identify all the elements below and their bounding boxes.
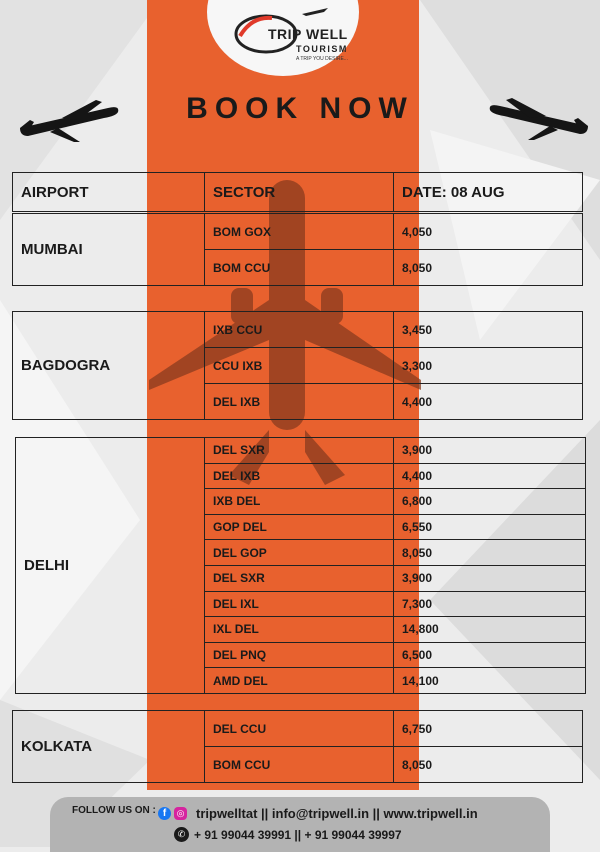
- price-cell: 3,450: [394, 312, 583, 348]
- contact-handles[interactable]: tripwelltat || info@tripwell.in || www.tripwell.in: [196, 806, 478, 821]
- section-mumbai: [12, 213, 583, 286]
- price-cell: 6,500: [394, 642, 586, 668]
- section-bagdogra: [12, 311, 583, 420]
- header-row: [12, 172, 583, 212]
- price-cell: 6,750: [394, 711, 583, 747]
- sector-cell: DEL IXL: [205, 591, 394, 617]
- header-airport: AIRPORT: [13, 173, 205, 212]
- sector-cell: BOM GOX: [205, 214, 394, 250]
- sector-cell: IXB CCU: [205, 312, 394, 348]
- sector-cell: DEL CCU: [205, 711, 394, 747]
- sector-cell: DEL IXB: [205, 384, 394, 420]
- airport-cell: DELHI: [16, 438, 205, 694]
- header-sector: SECTOR: [205, 173, 394, 212]
- sector-cell: AMD DEL: [205, 668, 394, 694]
- price-cell: 4,050: [394, 214, 583, 250]
- phone-numbers[interactable]: + 91 99044 39991 || + 91 99044 39997: [194, 828, 402, 842]
- price-cell: 14,800: [394, 617, 586, 643]
- price-cell: 3,300: [394, 348, 583, 384]
- price-cell: 6,550: [394, 514, 586, 540]
- table-row: [13, 711, 583, 747]
- sector-cell: DEL IXB: [205, 463, 394, 489]
- price-cell: 3,900: [394, 438, 586, 464]
- price-cell: 4,400: [394, 463, 586, 489]
- sector-cell: BOM CCU: [205, 250, 394, 286]
- logo-tagline: A TRIP YOU DESIRE...: [296, 56, 348, 62]
- price-cell: 8,050: [394, 250, 583, 286]
- header-date: DATE: 08 AUG: [394, 173, 583, 212]
- table-row: [16, 438, 586, 464]
- sector-cell: BOM CCU: [205, 747, 394, 783]
- logo-brand: TRIP WELL: [268, 26, 348, 42]
- page-title: BOOK NOW: [186, 92, 414, 125]
- table-row: [13, 312, 583, 348]
- table-row: [13, 214, 583, 250]
- sector-cell: DEL GOP: [205, 540, 394, 566]
- price-cell: 3,900: [394, 565, 586, 591]
- price-cell: 14,100: [394, 668, 586, 694]
- section-kolkata: [12, 710, 583, 783]
- sector-cell: IXB DEL: [205, 489, 394, 515]
- sector-cell: DEL PNQ: [205, 642, 394, 668]
- airport-cell: MUMBAI: [13, 214, 205, 286]
- sector-cell: GOP DEL: [205, 514, 394, 540]
- sector-cell: CCU IXB: [205, 348, 394, 384]
- instagram-icon[interactable]: ◎: [174, 807, 187, 820]
- phone-icon: ✆: [174, 827, 189, 842]
- logo-sub: TOURISM: [296, 44, 348, 54]
- price-cell: 6,800: [394, 489, 586, 515]
- follow-label: FOLLOW US ON :: [72, 805, 156, 816]
- price-cell: 7,300: [394, 591, 586, 617]
- facebook-icon[interactable]: f: [158, 807, 171, 820]
- airport-cell: KOLKATA: [13, 711, 205, 783]
- price-cell: 4,400: [394, 384, 583, 420]
- sector-cell: DEL SXR: [205, 438, 394, 464]
- sector-cell: IXL DEL: [205, 617, 394, 643]
- sector-cell: DEL SXR: [205, 565, 394, 591]
- airport-cell: BAGDOGRA: [13, 312, 205, 420]
- price-cell: 8,050: [394, 747, 583, 783]
- price-cell: 8,050: [394, 540, 586, 566]
- section-delhi: [15, 437, 586, 694]
